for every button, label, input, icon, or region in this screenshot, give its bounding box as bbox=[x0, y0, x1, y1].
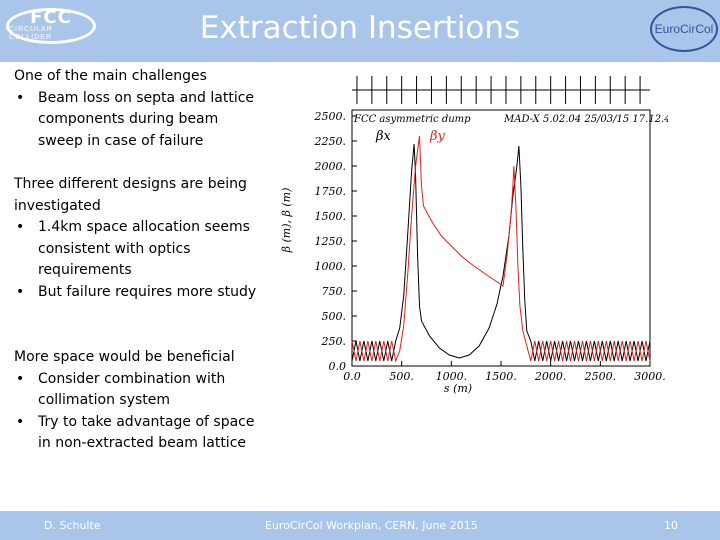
bullet-icon: • bbox=[16, 413, 25, 430]
text-block-challenges bbox=[14, 66, 264, 152]
plot-frame bbox=[352, 110, 650, 366]
series-line bbox=[352, 144, 650, 361]
y-tick-label: 1500. bbox=[314, 210, 346, 223]
block-heading: More space would be beneficial bbox=[14, 349, 235, 365]
bullet-item bbox=[14, 412, 264, 455]
y-tick-label: 750. bbox=[321, 285, 346, 298]
y-tick-label: 2500. bbox=[314, 110, 346, 123]
x-tick-label: 1500. bbox=[485, 370, 517, 383]
bullet-text: Try to take advantage of space in non-extracted beam lattice bbox=[38, 413, 255, 452]
fcc-logo-text: FCC bbox=[30, 7, 72, 28]
bullet-icon: • bbox=[16, 219, 25, 236]
legend-beta-x: βx bbox=[376, 129, 391, 144]
chart-title: FCC asymmetric dump bbox=[354, 114, 471, 125]
bullet-icon: • bbox=[16, 283, 25, 300]
y-tick-label: 0.0 bbox=[328, 360, 346, 373]
footer-event: EuroCirCol Workplan, CERN, June 2015 bbox=[265, 519, 478, 532]
bullet-item bbox=[14, 369, 264, 412]
bullet-text: Beam loss on septa and lattice components during beam sweep in case of failure bbox=[38, 89, 255, 149]
bullet-text: But failure requires more study bbox=[38, 283, 257, 300]
x-tick-label: 2000. bbox=[534, 370, 567, 383]
x-tick-label: 3000. bbox=[634, 370, 666, 383]
text-block-designs bbox=[14, 174, 264, 304]
x-tick-label: 500. bbox=[389, 370, 414, 383]
text-block-space bbox=[14, 347, 264, 455]
y-tick-label: 2250. bbox=[314, 135, 346, 148]
bullet-icon: • bbox=[16, 370, 25, 387]
page-number: 10 bbox=[664, 519, 678, 532]
y-tick-label: 1000. bbox=[314, 260, 346, 273]
eurocircol-logo: EuroCirCol bbox=[650, 6, 718, 52]
slide-title: Extraction Insertions bbox=[199, 10, 521, 46]
y-tick-label: 250. bbox=[321, 335, 346, 348]
bullet-item bbox=[14, 88, 264, 153]
bullet-item bbox=[14, 282, 264, 304]
footer-bar bbox=[0, 511, 720, 540]
bullet-text: Consider combination with collimation system bbox=[38, 370, 226, 409]
legend-beta-y: βy bbox=[430, 129, 445, 144]
y-tick-label: 500. bbox=[321, 310, 346, 323]
series-layer bbox=[352, 136, 650, 361]
x-tick-label: 2500. bbox=[584, 370, 617, 383]
beta-function-chart bbox=[268, 70, 668, 400]
lattice-element-markers bbox=[352, 76, 650, 104]
x-axis-ticks bbox=[343, 361, 666, 383]
title-bar bbox=[0, 0, 720, 62]
y-axis-label: β (m), β (m) bbox=[280, 187, 293, 253]
footer-author: D. Schulte bbox=[44, 519, 101, 532]
series-line bbox=[352, 136, 650, 361]
block-heading: One of the main challenges bbox=[14, 68, 207, 84]
y-tick-label: 1750. bbox=[314, 185, 346, 198]
chart-svg bbox=[268, 70, 668, 400]
y-tick-label: 1250. bbox=[314, 235, 346, 248]
bullet-item bbox=[14, 217, 264, 282]
x-tick-label: 1000. bbox=[435, 370, 468, 383]
chart-header-right: MAD-X 5.02.04 25/03/15 17.12.46 bbox=[504, 114, 668, 125]
y-tick-label: 2000. bbox=[314, 160, 346, 173]
y-axis-ticks bbox=[314, 110, 358, 373]
block-heading: Three different designs are being investigated bbox=[14, 176, 247, 214]
bullet-text: 1.4km space allocation seems consistent with optics requirements bbox=[38, 219, 250, 279]
x-axis-label: s (m) bbox=[443, 382, 473, 395]
bullet-icon: • bbox=[16, 89, 25, 106]
x-tick-label: 0.0 bbox=[343, 370, 361, 383]
fcc-logo-subtext: CIRCULAR COLLIDER bbox=[9, 26, 53, 41]
